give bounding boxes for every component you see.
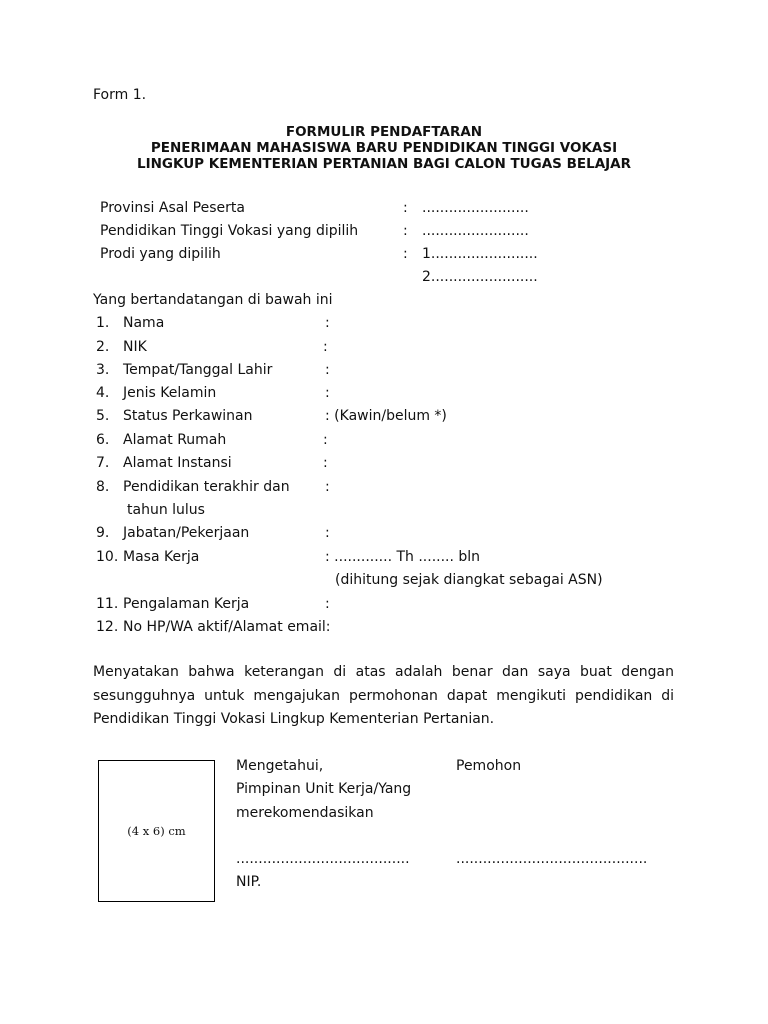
field-colon: : xyxy=(323,339,328,355)
photo-box xyxy=(98,760,215,902)
field-label-jabatan: Jabatan/Pekerjaan xyxy=(123,525,250,541)
prodi-colon: : xyxy=(403,246,408,262)
field-label-nik: NIK xyxy=(123,339,147,355)
field-number: 11. xyxy=(96,596,119,612)
field-label-alamat-instansi: Alamat Instansi xyxy=(123,455,232,471)
field-number: 1. xyxy=(96,315,110,331)
field-number: 6. xyxy=(96,432,110,448)
field-label-jenis-kelamin: Jenis Kelamin xyxy=(123,385,217,401)
field-label-pengalaman: Pengalaman Kerja xyxy=(123,596,250,612)
pemohon-label: Pemohon xyxy=(456,758,522,774)
provinsi-value: ........................ xyxy=(422,200,529,216)
ptv-value: ........................ xyxy=(422,223,529,239)
field-number: 10. xyxy=(96,549,119,565)
field-colon: : xyxy=(325,315,330,331)
merekomendasikan-label: merekomendasikan xyxy=(236,805,374,821)
field-value-masa-kerja: : ............. Th ........ bln xyxy=(325,549,481,565)
provinsi-label: Provinsi Asal Peserta xyxy=(100,200,245,216)
nip-label: NIP. xyxy=(236,874,262,890)
field-label-nama: Nama xyxy=(123,315,165,331)
field-colon: : xyxy=(325,385,330,401)
field-value-status: : (Kawin/belum *) xyxy=(325,408,447,424)
photo-size-label: (4 x 6) cm xyxy=(127,824,186,838)
field-label-status: Status Perkawinan xyxy=(123,408,253,424)
field-colon: : xyxy=(323,455,328,471)
mengetahui-label: Mengetahui, xyxy=(236,758,324,774)
pemohon-signature-line: ........................................... xyxy=(456,851,648,867)
field-number: 3. xyxy=(96,362,110,378)
prodi-value-2: 2........................ xyxy=(422,269,538,285)
field-number: 9. xyxy=(96,525,110,541)
statement-paragraph: Menyatakan bahwa keterangan di atas adalah benar dan saya buat dengan sesungguhnya untuk mengajukan permohonan dapat mengikuti pendidikan di Pendidikan Tinggi Vokasi Lingkup Kementerian Pertanian. xyxy=(93,664,674,727)
form-subtitle-line2: LINGKUP KEMENTERIAN PERTANIAN BAGI CALON TUGAS BELAJAR xyxy=(136,156,632,172)
field-label-kontak: No HP/WA aktif/Alamat email: xyxy=(123,619,331,635)
field-colon: : xyxy=(325,525,330,541)
form-subtitle-line1: PENERIMAAN MAHASISWA BARU PENDIDIKAN TINGGI VOKASI xyxy=(150,140,618,156)
field-number: 5. xyxy=(96,408,110,424)
form-title: FORMULIR PENDAFTARAN xyxy=(285,124,483,140)
ptv-colon: : xyxy=(403,223,408,239)
pimpinan-label: Pimpinan Unit Kerja/Yang xyxy=(236,781,412,797)
field-number: 12. xyxy=(96,619,119,635)
intro-text: Yang bertandatangan di bawah ini xyxy=(93,292,333,308)
field-label-masa-kerja: Masa Kerja xyxy=(123,549,200,565)
form-number: Form 1. xyxy=(93,87,147,103)
field-label-pendidikan: Pendidikan terakhir dan xyxy=(123,479,290,495)
field-number: 2. xyxy=(96,339,110,355)
field-label-pendidikan-cont: tahun lulus xyxy=(127,502,205,518)
prodi-value-1: 1........................ xyxy=(422,246,538,262)
field-colon: : xyxy=(325,596,330,612)
field-number: 7. xyxy=(96,455,110,471)
masa-kerja-note: (dihitung sejak diangkat sebagai ASN) xyxy=(335,572,603,588)
provinsi-colon: : xyxy=(403,200,408,216)
field-colon: : xyxy=(325,362,330,378)
field-colon: : xyxy=(323,432,328,448)
field-number: 8. xyxy=(96,479,110,495)
field-label-ttl: Tempat/Tanggal Lahir xyxy=(123,362,273,378)
ptv-label: Pendidikan Tinggi Vokasi yang dipilih xyxy=(100,223,359,239)
prodi-label: Prodi yang dipilih xyxy=(100,246,221,262)
pimpinan-signature-line: ....................................... xyxy=(236,851,410,867)
field-colon: : xyxy=(325,479,330,495)
field-label-alamat-rumah: Alamat Rumah xyxy=(123,432,227,448)
field-number: 4. xyxy=(96,385,110,401)
